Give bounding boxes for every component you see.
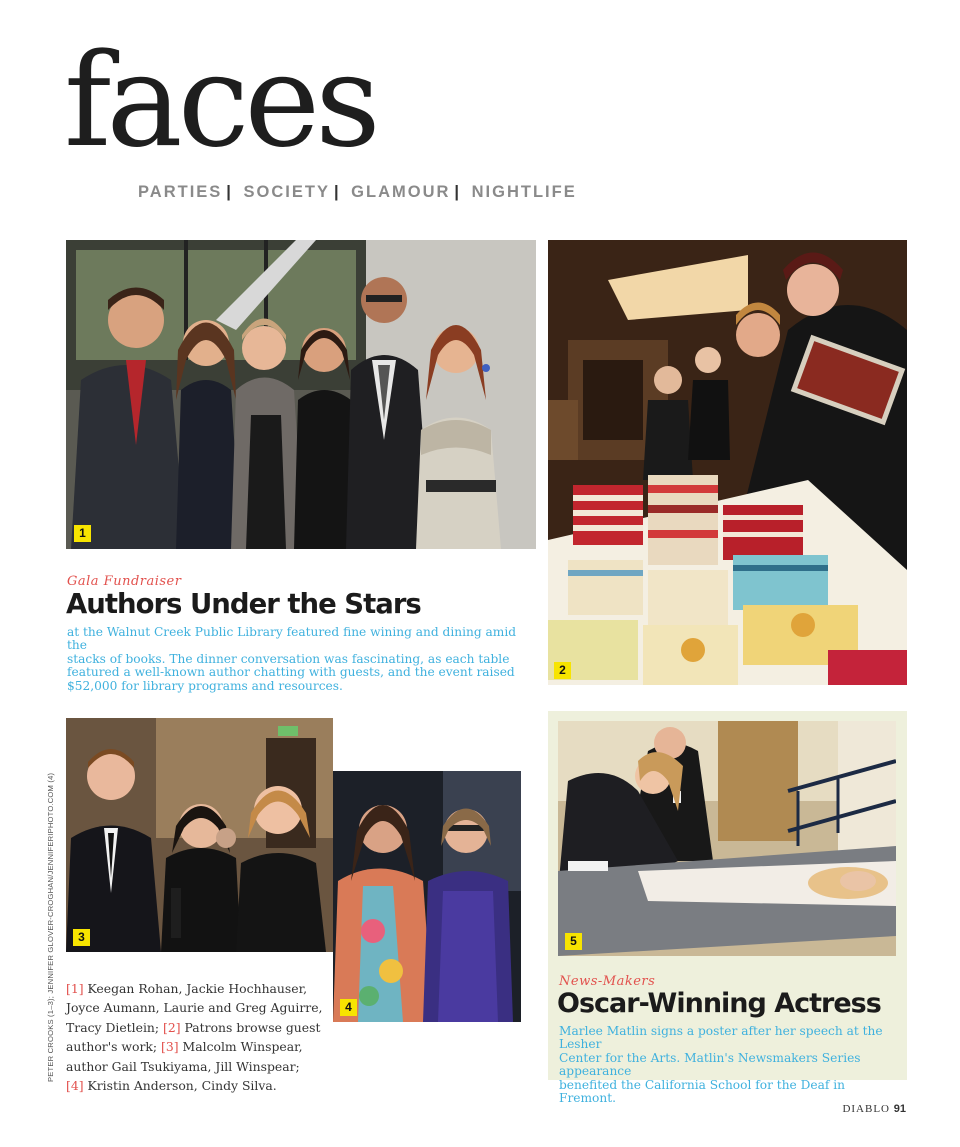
page-number: 91 [893, 1103, 906, 1115]
photo-number-badge: 4 [340, 999, 357, 1016]
subnav-separator: | [226, 183, 233, 201]
caption-line [66, 1018, 328, 1037]
photo-3 [66, 718, 333, 952]
subnav-item-society[interactable]: SOCIETY [243, 183, 330, 201]
caption-text: Patrons browse guest [180, 1019, 321, 1035]
caption-text: author Gail Tsukiyama, Jill Winspear; [66, 1058, 300, 1074]
story-headline: Authors Under the Stars [66, 588, 421, 620]
dek-line: benefited the California School for the Deaf in Fremont. [559, 1077, 846, 1106]
dek-line: Center for the Arts. Matlin's Newsmakers Series appearance [559, 1050, 861, 1079]
subnav-item-nightlife[interactable]: NIGHTLIFE [471, 183, 577, 201]
magazine-name: DIABLO [842, 1103, 890, 1115]
subnav-separator: | [454, 183, 462, 201]
caption-text: Joyce Aumann, Laurie and Greg Aguirre, [66, 1000, 323, 1016]
dek-line: $52,000 for library programs and resources. [67, 678, 343, 693]
caption-text: Tracy Dietlein; [66, 1019, 164, 1035]
caption-line [66, 1037, 328, 1056]
story-kicker: News-Makers [559, 974, 656, 989]
caption-text: author's work; [66, 1039, 162, 1055]
story-headline: Oscar-Winning Actress [557, 988, 881, 1019]
photo-5 [558, 721, 896, 956]
caption-number: [4] [66, 1078, 84, 1094]
subnav-item-parties[interactable]: PARTIES [138, 183, 223, 201]
dek-line: Marlee Matlin signs a poster after her speech at the Lesher [559, 1024, 883, 1052]
story-dek [559, 1025, 904, 1105]
caption-number: [1] [66, 981, 84, 996]
photo-number-badge: 3 [73, 929, 90, 946]
story-kicker: Gala Fundraiser [67, 574, 182, 589]
caption-line [66, 1076, 328, 1095]
dek-line: stacks of books. The dinner conversation was fascinating, as each table [67, 651, 510, 666]
caption-number: [2] [163, 1019, 181, 1035]
photo-credit: PETER CROOKS (1–3); JENNIFER GLOVER-CROGHAN/JENNIFERIPHOTO.COM (4) [46, 772, 55, 1082]
photo-1 [66, 240, 536, 549]
caption-line [66, 998, 328, 1017]
story-dek [67, 626, 537, 693]
caption-text: Malcolm Winspear, [178, 1039, 303, 1055]
caption-line [66, 979, 328, 998]
subnav-item-glamour[interactable]: GLAMOUR [351, 183, 451, 201]
caption-line [66, 1057, 328, 1076]
caption-number: [3] [161, 1039, 179, 1055]
caption-text: Keegan Rohan, Jackie Hochhauser, [83, 981, 308, 996]
photo-captions [66, 979, 328, 1095]
photo-2 [548, 240, 907, 685]
caption-text: Kristin Anderson, Cindy Silva. [83, 1078, 277, 1094]
dek-line: at the Walnut Creek Public Library featured fine wining and dining amid the [67, 625, 517, 653]
page-folio [842, 1103, 906, 1115]
photo-number-badge: 5 [565, 933, 582, 950]
dek-line: featured a well-known author chatting with guests, and the event raised [67, 665, 515, 680]
photo-number-badge: 1 [74, 525, 91, 542]
photo-4 [333, 771, 521, 1022]
section-title: faces [64, 27, 376, 176]
subnav-separator: | [333, 183, 341, 201]
section-subnav [138, 183, 577, 202]
photo-number-badge: 2 [554, 662, 571, 679]
